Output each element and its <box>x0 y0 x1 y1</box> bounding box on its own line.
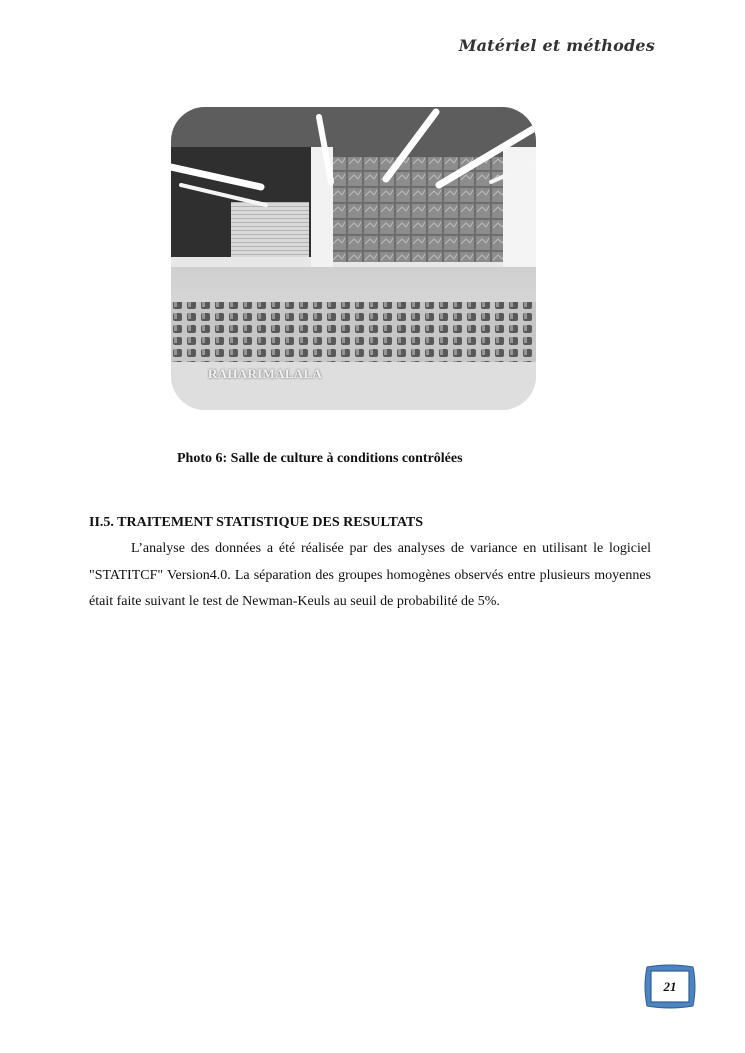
section-title: II.5. TRAITEMENT STATISTIQUE DES RESULTATS <box>89 515 424 530</box>
culture-room-image <box>171 107 536 410</box>
running-header: Matériel et méthodes <box>458 36 655 55</box>
photo-caption: Photo 6: Salle de culture à conditions contrôlées <box>177 451 463 466</box>
culture-room-photo <box>171 107 536 410</box>
body-paragraph: L’analyse des données a été réalisée par des analyses de variance en utilisant le logiciel "STATITCF" Version4.0. La séparation des groupes homogènes observés entre plusieurs moyennes était faite suivant le test de Newman-Keuls au seuil de probabilité de 5%. <box>89 541 651 609</box>
page-number: 21 <box>663 978 677 994</box>
photo-watermark: RAHARIMALALA <box>208 366 323 381</box>
page-number-badge <box>643 963 697 1010</box>
